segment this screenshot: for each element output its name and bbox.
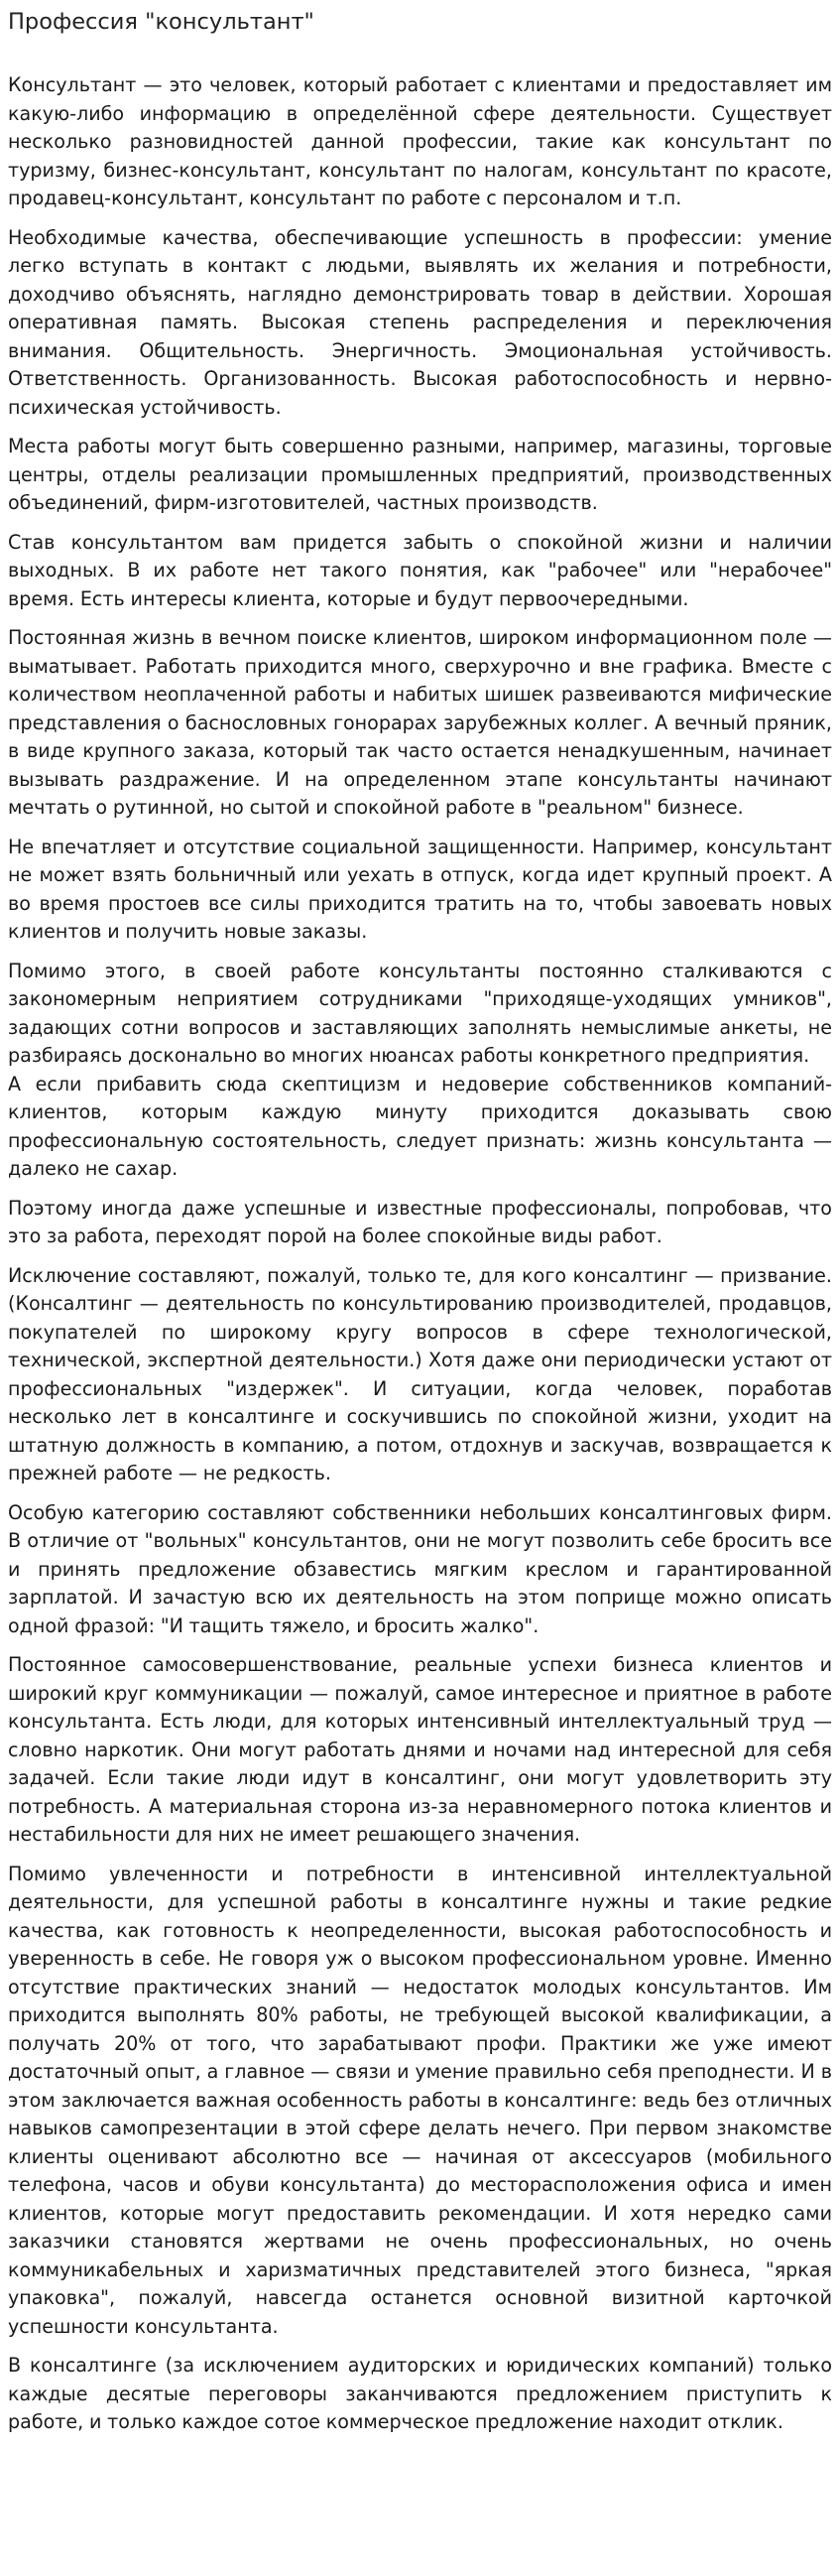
paragraph: Особую категорию составляют собственники небольших консалтинговых фирм. В отличие от "вольных" консультантов, они не могут позволить себе бросить все и принять предложение обзавестись мягким креслом и гарантированной зарплатой. И зачастую всю их деятельность на этом поприще можно описать одной фразой: "И тащить тяжело, и бросить жалко". bbox=[8, 1500, 832, 1637]
paragraph: Помимо увлеченности и потребности в интенсивной интеллектуальной деятельности, для успешной работы в консалтинге нужны и такие редкие качества, как готовность к неопределенности, высокая работоспособность и уверенность в себе. Не говоря уж о высоком профессиональном уровне. Именно отсутствие практических знаний — недостаток молодых консультантов. Им приходится выполнять 80% работы, не требующей высокой квалификации, а получать 20% от того, что зарабатывают профи. Практики же уже имеют достаточный опыт, а главное — связи и умение правильно себя преподнести. И в этом заключается важная особенность работы в консалтинге: ведь без отличных навыков самопрезентации в этой сфере делать нечего. При первом знакомстве клиенты оценивают абсолютно все — начиная от аксессуаров (мобильного телефона, часов и обуви консультанта) до месторасположения офиса и имен клиентов, которые могут предоставить рекомендации. И хотя нередко сами заказчики становятся жертвами не очень профессиональных, но очень коммуникабельных и харизматичных представителей этого бизнеса, "яркая упаковка", пожалуй, навсегда останется основной визитной карточкой успешности консультанта. bbox=[8, 1862, 832, 2338]
paragraph: Постоянная жизнь в вечном поиске клиентов, широком информационном поле — выматывает. Работать приходится много, сверхурочно и вне графика. Вместе с количеством неоплаченной работы и набитых шишек развеиваются мифические представления о баснословных гонорарах зарубежных коллег. А вечный пряник, в виде крупного заказа, который так часто остается ненадкушенным, начинает вызывать раздражение. И на определенном этапе консультанты начинают мечтать о рутинной, но сытой и спокойной работе в "реальном" бизнесе. bbox=[8, 626, 832, 819]
paragraph: Поэтому иногда даже успешные и известные профессионалы, попробовав, что это за работа, переходят порой на более спокойные виды работ. bbox=[8, 1196, 832, 1247]
paragraph: Места работы могут быть совершенно разными, например, магазины, торговые центры, отделы реализации промышленных предприятий, производственных объединений, фирм-изготовителей, частных производств. bbox=[8, 435, 832, 514]
paragraph-line: А если прибавить сюда скептицизм и недоверие собственников компаний-клиентов, которым каждую минуту приходится доказывать свою профессиональную состоятельность, следует признать: жизнь консультанта — далеко не сахар. bbox=[8, 1072, 832, 1180]
paragraph: Консультант — это человек, который работает с клиентами и предоставляет им какую-либо информацию в определённой сфере деятельности. Существует несколько разновидностей данной профессии, такие как консультант по туризму, бизнес-консультант, консультант по налогам, консультант по красоте, продавец-консультант, консультант по работе с персоналом и т.п. bbox=[8, 73, 832, 209]
paragraph: Не впечатляет и отсутствие социальной защищенности. Например, консультант не может взять больничный или уехать в отпуск, когда идет крупный проект. А во время простоев все силы приходится тратить на то, чтобы завоевать новых клиентов и получить новые заказы. bbox=[8, 835, 832, 943]
page-title: Профессия "консультант" bbox=[8, 9, 314, 35]
paragraph: В консалтинге (за исключением аудиторских и юридических компаний) только каждые десятые переговоры заканчиваются предложением приступить к работе, и только каждое сотое коммерческое предложение находит отклик. bbox=[8, 2354, 832, 2433]
article-body bbox=[8, 71, 832, 2437]
paragraph bbox=[8, 958, 832, 1184]
paragraph-line: Помимо этого, в своей работе консультанты постоянно сталкиваются с закономерным неприятием сотрудниками "приходяще-уходящих умников", задающих сотни вопросов и заставляющих заполнять немыслимые анкеты, не разбираясь досконально во многих нюансах работы конкретного предприятия. bbox=[8, 959, 832, 1067]
paragraph: Постоянное самосовершенствование, реальные успехи бизнеса клиентов и широкий круг коммуникации — пожалуй, самое интересное и приятное в работе консультанта. Есть люди, для которых интенсивный интеллектуальный труд — словно наркотик. Они могут работать днями и ночами над интересной для себя задачей. Если такие люди идут в консалтинг, они могут удовлетворить эту потребность. А материальная сторона из-за неравномерного потока клиентов и нестабильности для них не имеет решающего значения. bbox=[8, 1653, 832, 1846]
paragraph: Исключение составляют, пожалуй, только те, для кого консалтинг — призвание. (Консалтинг — деятельность по консультированию производителей, продавцов, покупателей по широкому кругу вопросов в сфере технологической, технической, экспертной деятельности.) Хотя даже они периодически устают от профессиональных "издержек". И ситуации, когда человек, поработав несколько лет в консалтинге и соскучившись по спокойной жизни, уходит на штатную должность в компанию, а потом, отдохнув и заскучав, возвращается к прежней работе — не редкость. bbox=[8, 1263, 832, 1484]
paragraph: Необходимые качества, обеспечивающие успешность в профессии: умение легко вступать в контакт с людьми, выявлять их желания и потребности, доходчиво объяснять, наглядно демонстрировать товар в действии. Хорошая оперативная память. Высокая степень распределения и переключения внимания. Общительность. Энергичность. Эмоциональная устойчивость. Ответственность. Организованность. Высокая работоспособность и нервно-психическая устойчивость. bbox=[8, 225, 832, 419]
paragraph: Став консультантом вам придется забыть о спокойной жизни и наличии выходных. В их работе нет такого понятия, как "рабочее" или "нерабочее" время. Есть интересы клиента, которые и будут первоочередными. bbox=[8, 530, 832, 610]
